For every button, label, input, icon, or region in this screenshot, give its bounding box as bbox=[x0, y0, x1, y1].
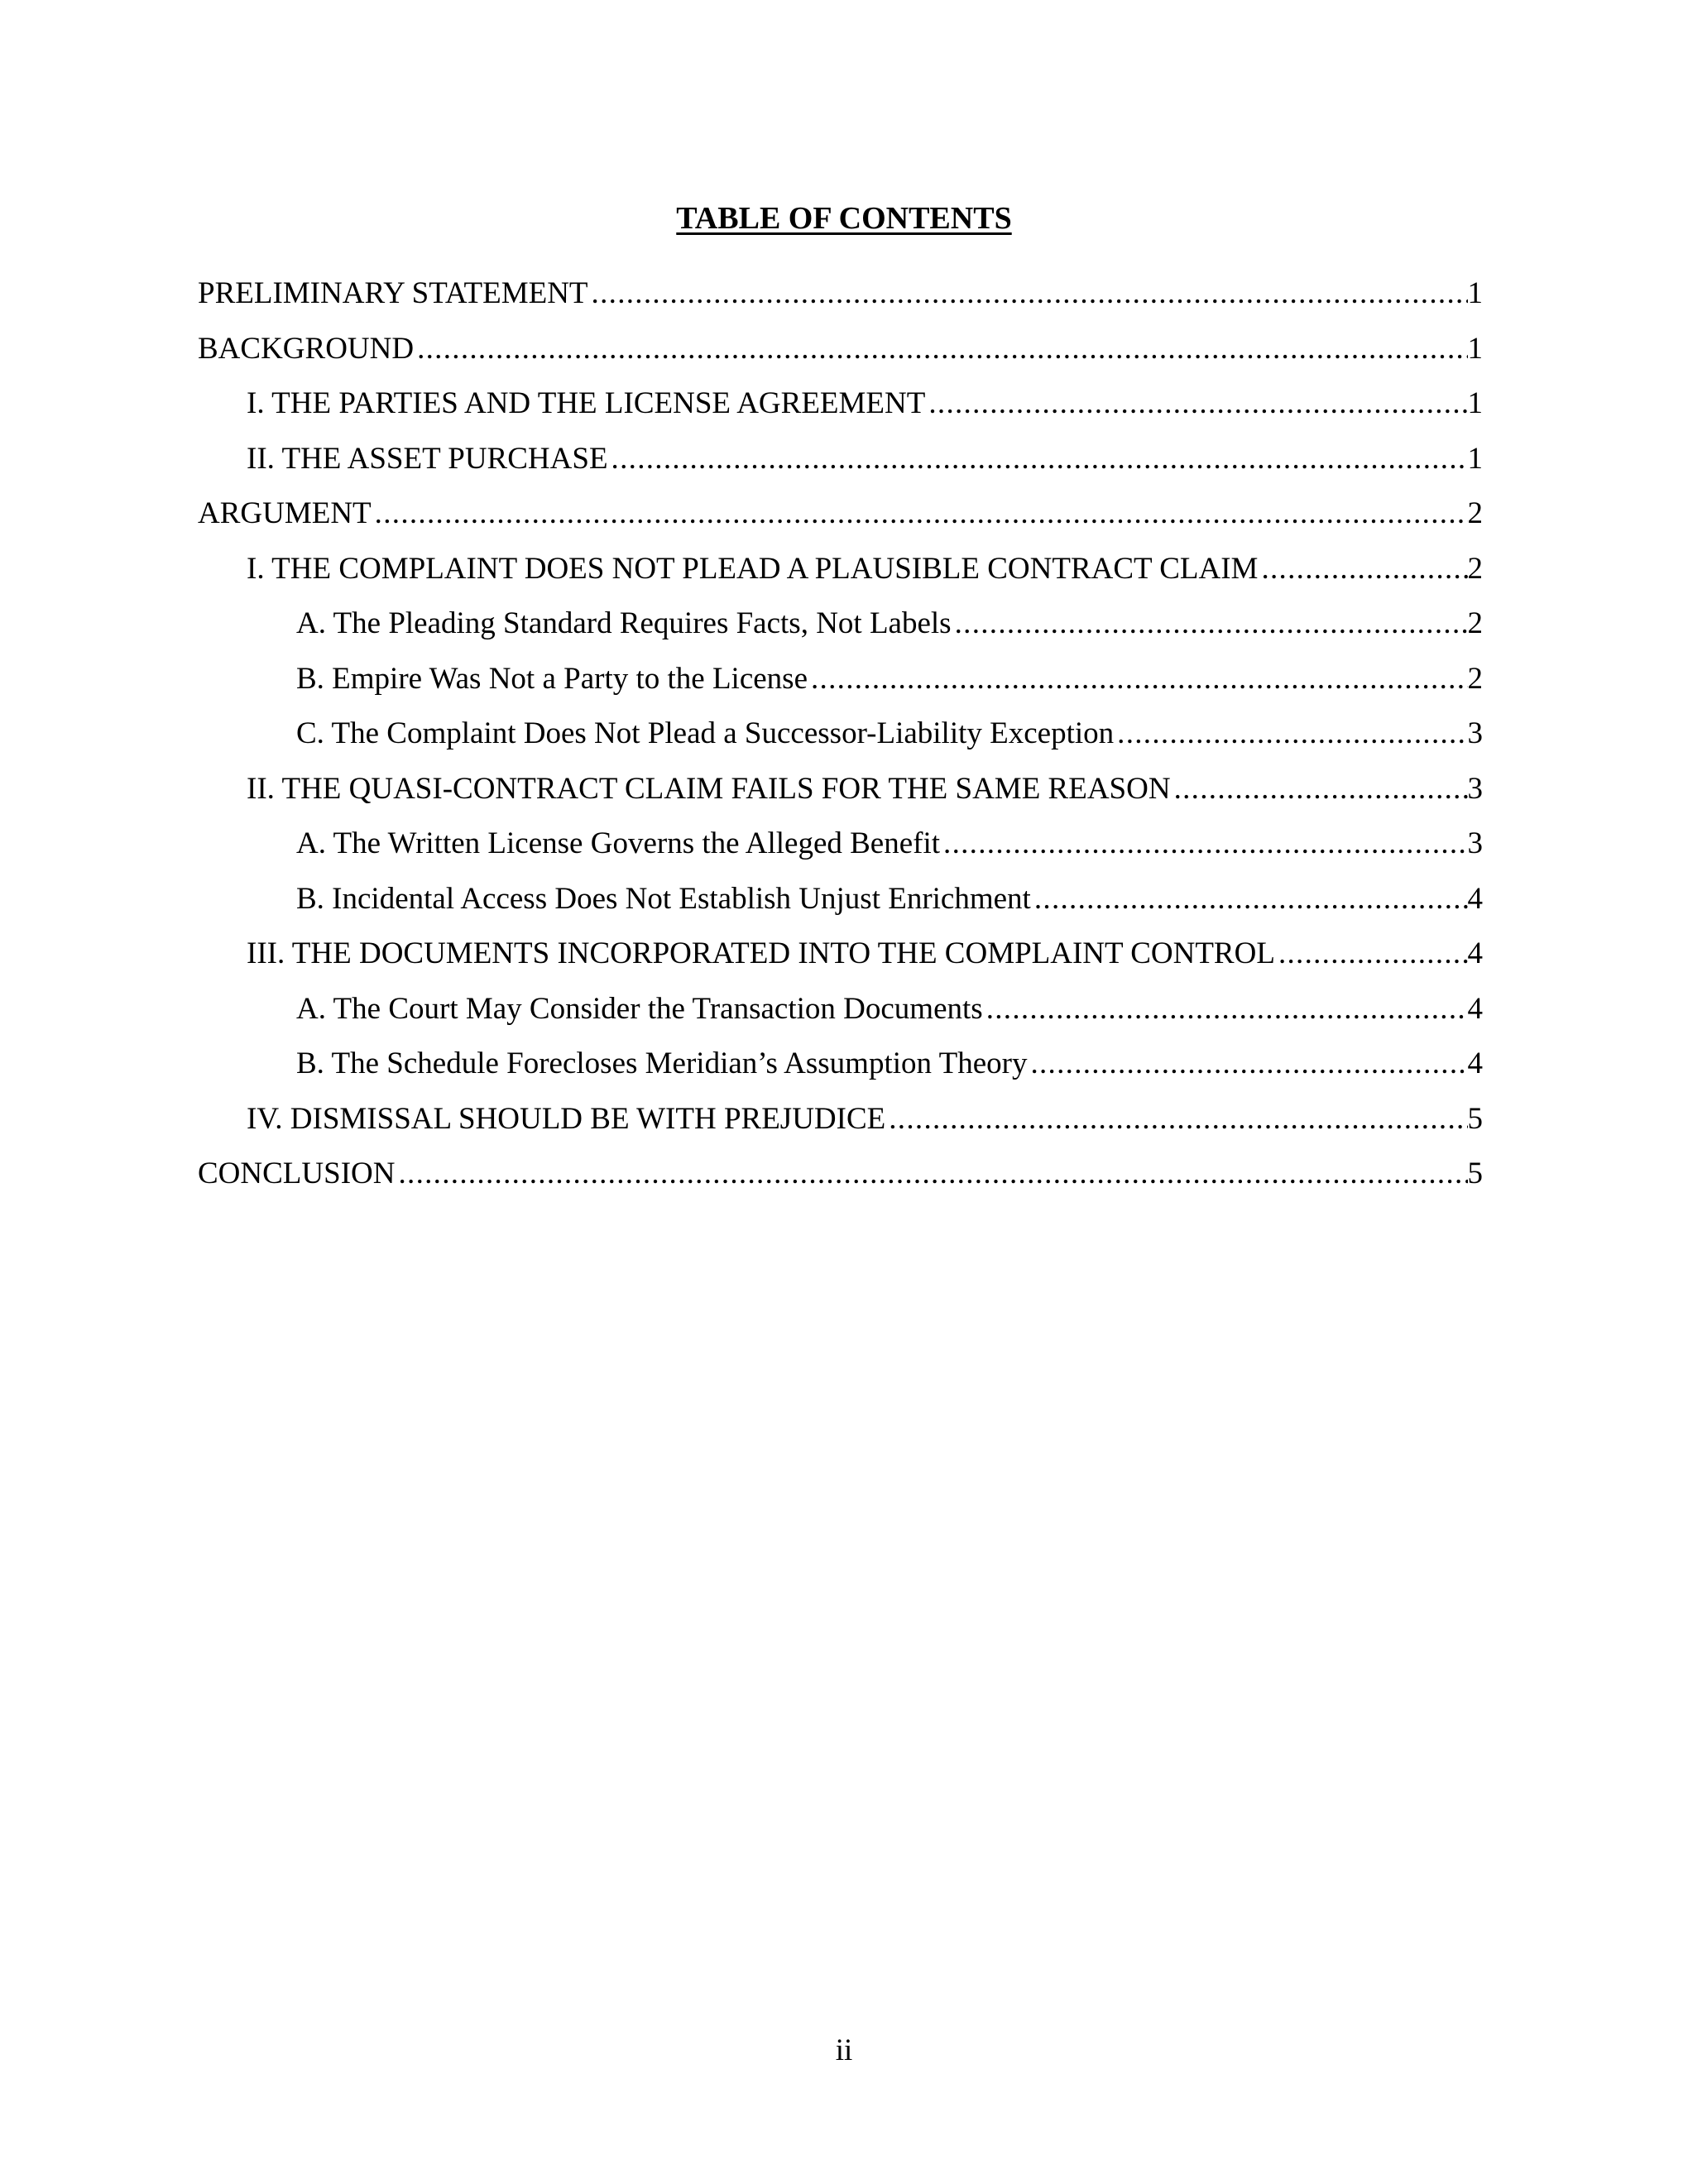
toc-entry bbox=[198, 1092, 1483, 1147]
toc-entry bbox=[198, 762, 1483, 817]
toc-entry-page-number: 4 bbox=[1467, 881, 1483, 916]
dot-leader bbox=[375, 486, 1468, 542]
toc-entry bbox=[198, 266, 1483, 322]
toc-entry-label: I. THE PARTIES AND THE LICENSE AGREEMENT bbox=[247, 386, 926, 420]
toc-entry-label: A. The Court May Consider the Transaction Documents bbox=[296, 991, 983, 1026]
toc-entry bbox=[198, 322, 1483, 377]
toc-entry-page-number: 3 bbox=[1467, 826, 1483, 860]
toc-entry-label: I. THE COMPLAINT DOES NOT PLEAD A PLAUSIBLE CONTRACT CLAIM bbox=[247, 551, 1259, 586]
toc-entry-page-number: 4 bbox=[1467, 936, 1483, 970]
toc-entry-label: IV. DISMISSAL SHOULD BE WITH PREJUDICE bbox=[247, 1101, 886, 1136]
toc-entry bbox=[198, 1037, 1483, 1092]
toc-entry bbox=[198, 706, 1483, 762]
dot-leader bbox=[986, 982, 1468, 1037]
dot-leader bbox=[1174, 762, 1468, 817]
toc-entry-label: CONCLUSION bbox=[198, 1157, 396, 1190]
toc-entry-page-number: 5 bbox=[1467, 1101, 1483, 1136]
toc-entry bbox=[198, 376, 1483, 432]
toc-entry-page-number: 3 bbox=[1467, 771, 1483, 806]
toc-entry-page-number: 2 bbox=[1467, 496, 1483, 530]
dot-leader bbox=[928, 376, 1467, 432]
toc-entry-label: III. THE DOCUMENTS INCORPORATED INTO THE COMPLAINT CONTROL bbox=[247, 936, 1275, 970]
dot-leader bbox=[1034, 872, 1468, 927]
toc-entry bbox=[198, 982, 1483, 1037]
toc-entry-page-number: 1 bbox=[1467, 441, 1483, 476]
toc-entry-page-number: 3 bbox=[1467, 716, 1483, 750]
toc-entry bbox=[198, 652, 1483, 707]
dot-leader bbox=[811, 652, 1468, 707]
toc-entry-label: B. The Schedule Forecloses Meridian’s Assumption Theory bbox=[296, 1046, 1028, 1080]
toc-entry-label: B. Empire Was Not a Party to the License bbox=[296, 661, 808, 696]
dot-leader bbox=[943, 817, 1467, 872]
toc-entry bbox=[198, 927, 1483, 982]
toc-entry-label: A. The Written License Governs the Alleged Benefit bbox=[296, 826, 941, 860]
toc-entry-page-number: 2 bbox=[1467, 551, 1483, 586]
dot-leader bbox=[955, 596, 1468, 652]
toc-entry bbox=[198, 872, 1483, 927]
dot-leader bbox=[1261, 542, 1467, 597]
toc-entry bbox=[198, 432, 1483, 487]
toc-entry bbox=[198, 817, 1483, 872]
toc-entry-label: PRELIMINARY STATEMENT bbox=[198, 276, 588, 310]
dot-leader bbox=[417, 322, 1467, 377]
toc-entry bbox=[198, 596, 1483, 652]
dot-leader bbox=[889, 1092, 1467, 1147]
toc-entry-label: II. THE ASSET PURCHASE bbox=[247, 441, 608, 476]
dot-leader bbox=[592, 266, 1468, 322]
table-of-contents bbox=[198, 266, 1483, 1202]
toc-entry-label: B. Incidental Access Does Not Establish Unjust Enrichment bbox=[296, 881, 1031, 916]
dot-leader bbox=[1278, 927, 1468, 982]
page-title: TABLE OF CONTENTS bbox=[676, 201, 1012, 236]
toc-entry-page-number: 5 bbox=[1467, 1157, 1483, 1190]
toc-entry-page-number: 4 bbox=[1467, 991, 1483, 1026]
toc-entry-page-number: 2 bbox=[1467, 606, 1483, 640]
toc-entry-label: ARGUMENT bbox=[198, 496, 372, 530]
toc-entry-label: BACKGROUND bbox=[198, 331, 415, 366]
dot-leader bbox=[398, 1147, 1467, 1202]
toc-entry-page-number: 4 bbox=[1467, 1046, 1483, 1080]
toc-entry-label: A. The Pleading Standard Requires Facts, Not Labels bbox=[296, 606, 952, 640]
toc-entry-label: II. THE QUASI-CONTRACT CLAIM FAILS FOR THE SAME REASON bbox=[247, 771, 1171, 806]
toc-entry-page-number: 1 bbox=[1467, 331, 1483, 366]
dot-leader bbox=[1117, 706, 1467, 762]
toc-entry-page-number: 2 bbox=[1467, 661, 1483, 696]
toc-entry bbox=[198, 542, 1483, 597]
toc-entry bbox=[198, 486, 1483, 542]
page-number: ii bbox=[835, 2033, 853, 2067]
dot-leader bbox=[1030, 1037, 1467, 1092]
toc-entry bbox=[198, 1147, 1483, 1202]
toc-entry-label: C. The Complaint Does Not Plead a Successor-Liability Exception bbox=[296, 716, 1115, 750]
toc-entry-page-number: 1 bbox=[1467, 276, 1483, 310]
dot-leader bbox=[611, 432, 1468, 487]
toc-entry-page-number: 1 bbox=[1467, 386, 1483, 420]
